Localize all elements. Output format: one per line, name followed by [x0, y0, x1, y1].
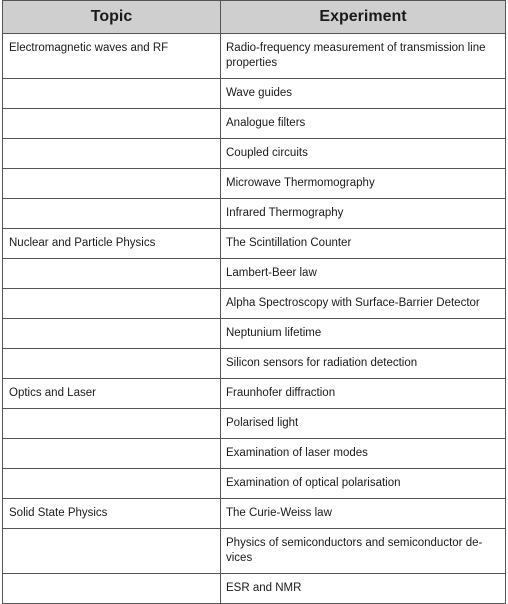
table-row	[3, 79, 506, 109]
topic-cell	[3, 109, 221, 139]
topic-cell	[3, 409, 221, 439]
table-row	[3, 199, 506, 229]
table-row	[3, 409, 506, 439]
topic-cell	[3, 139, 221, 169]
topic-cell	[3, 319, 221, 349]
topic-cell: Solid State Physics	[3, 499, 221, 529]
experiment-cell: Lambert-Beer law	[221, 259, 506, 289]
experiment-cell: Radio-frequency measurement of transmission line properties	[221, 34, 506, 79]
table-row	[3, 349, 506, 379]
table-row	[3, 34, 506, 79]
topic-cell: Nuclear and Particle Physics	[3, 229, 221, 259]
table-row	[3, 259, 506, 289]
experiment-cell: Physics of semiconductors and semiconductor de- vices	[221, 529, 506, 574]
table-row	[3, 439, 506, 469]
experiment-cell: Wave guides	[221, 79, 506, 109]
experiment-cell: Coupled circuits	[221, 139, 506, 169]
topic-cell	[3, 199, 221, 229]
table-row	[3, 574, 506, 604]
experiment-cell: Silicon sensors for radiation detection	[221, 349, 506, 379]
topic-header: Topic	[3, 1, 221, 34]
topic-cell	[3, 259, 221, 289]
experiment-header: Experiment	[221, 1, 506, 34]
topic-cell	[3, 169, 221, 199]
table-row	[3, 229, 506, 259]
topic-cell	[3, 574, 221, 604]
experiment-cell: Alpha Spectroscopy with Surface-Barrier Detector	[221, 289, 506, 319]
topic-cell: Electromagnetic waves and RF	[3, 34, 221, 79]
topic-cell	[3, 349, 221, 379]
table-row	[3, 499, 506, 529]
experiment-cell: Analogue filters	[221, 109, 506, 139]
topic-cell	[3, 79, 221, 109]
topic-cell: Optics and Laser	[3, 379, 221, 409]
experiment-cell: The Scintillation Counter	[221, 229, 506, 259]
experiment-cell: The Curie-Weiss law	[221, 499, 506, 529]
table-row	[3, 289, 506, 319]
experiment-cell: Microwave Thermomography	[221, 169, 506, 199]
table-body	[3, 34, 506, 604]
experiment-cell: Infrared Thermography	[221, 199, 506, 229]
table-row	[3, 169, 506, 199]
table-row	[3, 379, 506, 409]
topic-cell	[3, 439, 221, 469]
topic-cell	[3, 529, 221, 574]
table-row	[3, 109, 506, 139]
header-row	[3, 1, 506, 34]
document-page	[2, 0, 505, 604]
experiment-cell: Polarised light	[221, 409, 506, 439]
experiment-cell: Neptunium lifetime	[221, 319, 506, 349]
experiment-cell: Fraunhofer diffraction	[221, 379, 506, 409]
topic-cell	[3, 469, 221, 499]
table-row	[3, 469, 506, 499]
experiments-table	[2, 0, 506, 604]
experiment-cell: Examination of laser modes	[221, 439, 506, 469]
topic-cell	[3, 289, 221, 319]
table-row	[3, 529, 506, 574]
experiment-cell: ESR and NMR	[221, 574, 506, 604]
table-row	[3, 139, 506, 169]
experiment-cell: Examination of optical polarisation	[221, 469, 506, 499]
table-row	[3, 319, 506, 349]
